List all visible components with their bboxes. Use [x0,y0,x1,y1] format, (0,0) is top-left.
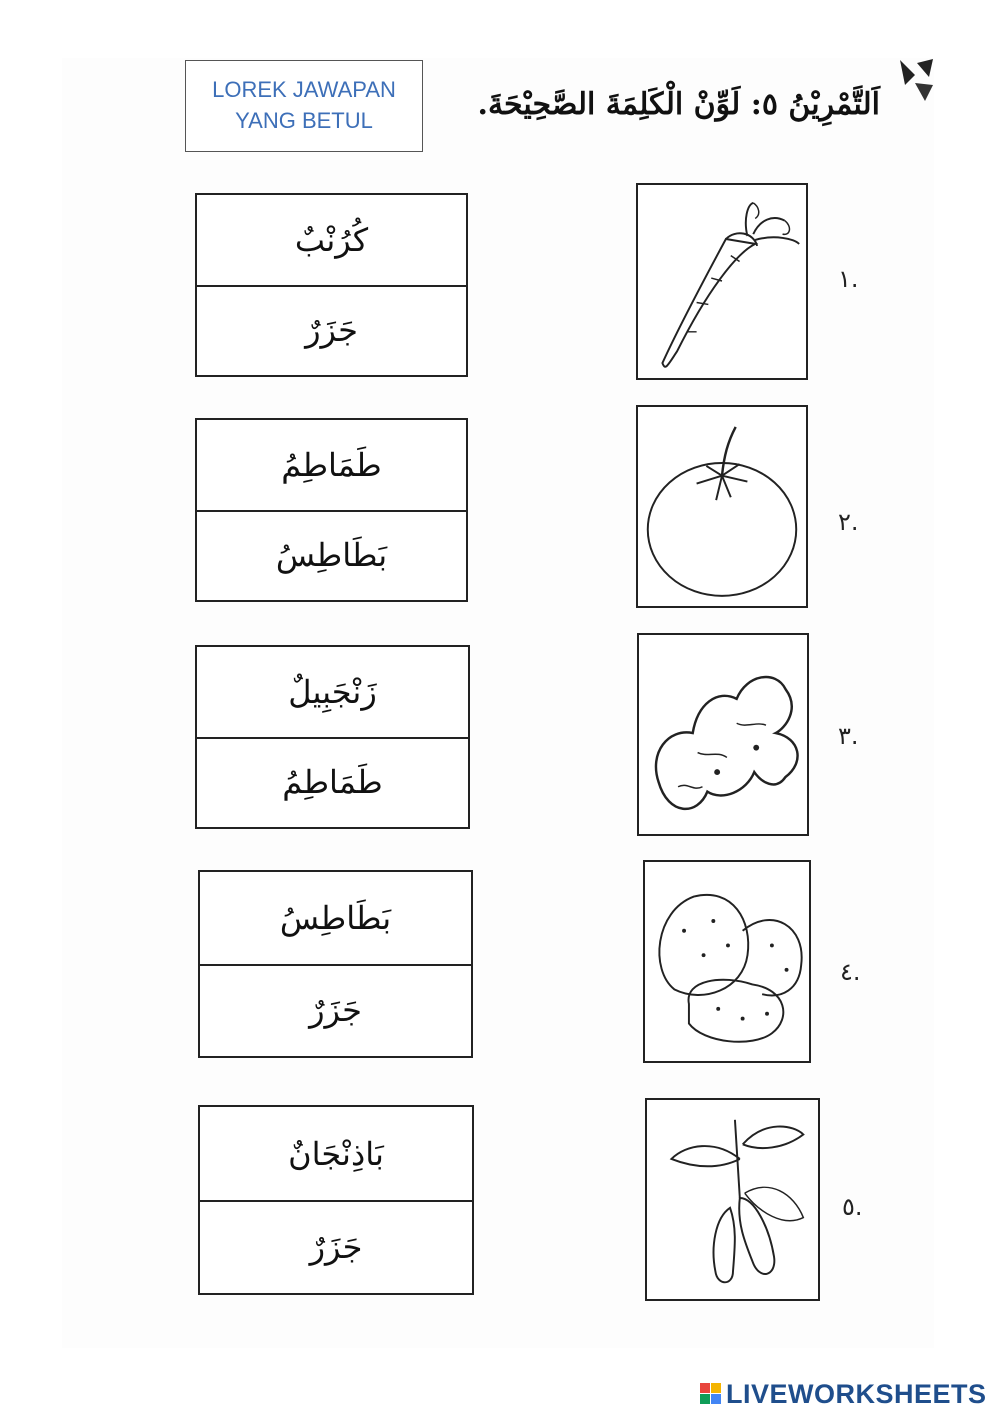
question-number-2: .٢ [838,508,859,536]
option-1-a[interactable]: كُرُنْبٌ [197,195,466,287]
tomato-icon [638,407,806,606]
option-2-a[interactable]: طَمَاطِمُ [197,420,466,512]
option-5-a[interactable]: بَاذِنْجَانٌ [200,1107,472,1202]
picture-box-2 [636,405,808,608]
brand-name: LIVEWORKSHEETS [726,1378,987,1409]
option-1-b[interactable]: جَزَرٌ [305,311,358,349]
answer-box-4 [198,870,473,1058]
question-number-4: .٤ [840,958,861,986]
instruction-line-2: YANG BETUL [235,108,373,133]
instruction-box [185,60,423,152]
option-4-b[interactable]: جَزَرٌ [309,991,362,1029]
picture-box-4 [643,860,811,1063]
option-3-b[interactable]: طَمَاطِمُ [282,763,383,801]
option-5-b[interactable]: جَزَرٌ [309,1227,363,1266]
answer-box-5 [198,1105,474,1295]
option-3-a[interactable]: زَنْجَبِيلٌ [197,647,468,739]
question-number-5: .٥ [842,1193,863,1221]
answer-box-1 [195,193,468,377]
option-2-b[interactable]: بَطَاطِسُ [275,536,388,574]
picture-box-1 [636,183,808,380]
ginger-icon [639,635,807,834]
picture-box-5 [645,1098,820,1301]
answer-box-2 [195,418,468,602]
carrot-icon [638,185,806,378]
picture-box-3 [637,633,809,836]
question-number-1: .١ [838,265,859,293]
potato-icon [645,862,809,1061]
corner-decoration-icon [895,55,935,105]
option-4-a[interactable]: بَطَاطِسُ [200,872,471,966]
exercise-title: اَلتَّمْرِيْنُ ٥: لَوِّنْ الْكَلِمَةَ الصَّحِيْحَةَ. [477,87,880,122]
eggplant-icon [647,1100,818,1299]
answer-box-3 [195,645,470,829]
liveworksheets-mark-icon [700,1383,722,1405]
question-number-3: .٣ [838,722,859,750]
liveworksheets-logo [700,1378,995,1410]
instruction-line-1: LOREK JAWAPAN [212,77,396,102]
